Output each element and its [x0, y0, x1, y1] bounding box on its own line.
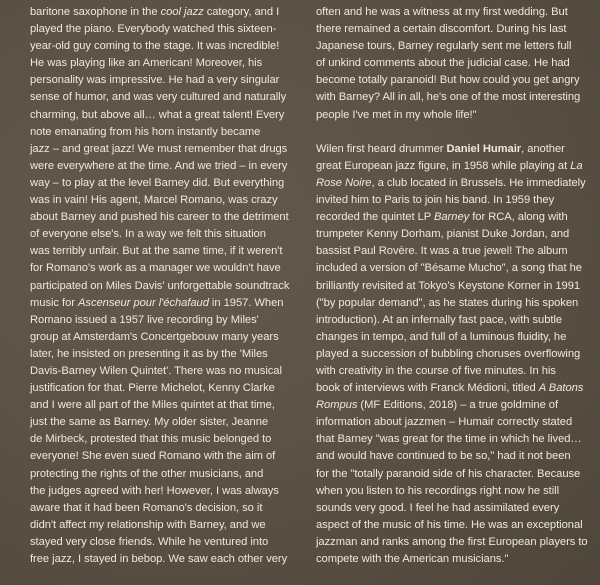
text-run: trumpeter Kenny Dorham, pianist Duke Jordan, and: [316, 228, 570, 241]
text-run: invited him to Paris to join his band. In 1959 they: [316, 194, 555, 207]
text-line: [30, 483, 306, 500]
text-line: [30, 448, 306, 465]
text-run: group at Amsterdam's Concertgebouw many years: [30, 330, 279, 343]
text-line: [30, 192, 306, 209]
text-line: [30, 21, 306, 38]
text-run: played a succession of bubbling choruses overflowing: [316, 347, 581, 360]
text-line: [30, 226, 306, 243]
text-line: [316, 534, 590, 551]
text-run: great European jazz figure, in 1958 while playing at: [316, 159, 571, 172]
text-run: recorded the quintet LP: [316, 211, 435, 224]
text-line: [316, 107, 590, 124]
text-line: [316, 431, 590, 448]
text-line: [316, 295, 590, 312]
text-line: [316, 55, 590, 72]
text-run: music for: [30, 296, 78, 309]
text-line: [30, 363, 306, 380]
text-run: changes in tempo, and full of a luminous fluidity, he: [316, 330, 567, 343]
text-run: note emanating from his horn instantly became: [30, 125, 261, 138]
paragraph-humair: [316, 141, 590, 568]
text-line: [316, 158, 590, 175]
text-run: people I've met in my whole life!": [316, 108, 477, 121]
text-run: justification for that. Pierre Michelot, Kenny Clarke: [30, 382, 275, 395]
text-line: [316, 209, 590, 226]
text-line: [316, 21, 590, 38]
text-line: [316, 414, 590, 431]
right-text-column: [316, 4, 590, 568]
text-run: for RCA, along with: [469, 211, 568, 224]
text-line: [30, 158, 306, 175]
text-run: Japanese tours, Barney regularly sent me letters full: [316, 40, 572, 53]
text-line: [30, 500, 306, 517]
text-line: [316, 226, 590, 243]
text-run: way – to play at the level Barney did. But everything: [30, 176, 285, 189]
text-line: [316, 278, 590, 295]
text-line: [316, 141, 590, 158]
text-line: [30, 55, 306, 72]
text-run: played the piano. Everybody watched this sixteen-: [30, 23, 277, 36]
italic-title: Barney: [434, 211, 470, 224]
text-run: of everyone else's. In a way we felt this situation: [30, 228, 266, 241]
text-line: [30, 295, 306, 312]
text-run: was terribly unfair. But at the same time, if it weren't: [30, 245, 283, 258]
text-line: [30, 260, 306, 277]
text-line: [316, 260, 590, 277]
text-line: [316, 517, 590, 534]
text-run: was in vain! His agent, Marcel Romano, was crazy: [30, 194, 278, 207]
text-run: Wilen first heard drummer: [316, 142, 447, 155]
text-line: [30, 414, 306, 431]
text-run: ("by popular demand", as he states during his spoken: [316, 296, 579, 309]
text-line: [316, 466, 590, 483]
text-run: brilliantly revisited at Tokyo's Keystone Korner in 1991: [316, 279, 581, 292]
text-run: Davis-Barney Wilen Quintet'. There was no musical: [30, 364, 282, 377]
text-run: information about jazzmen – Humair correctly stated: [316, 416, 573, 429]
text-line: [30, 209, 306, 226]
text-line: [316, 363, 590, 380]
text-run: when you listen to his recordings right now he still: [316, 484, 560, 497]
text-line: [30, 38, 306, 55]
text-run: charming, but above all… what a great talent! Every: [30, 108, 285, 121]
text-line: [30, 124, 306, 141]
left-text-column: [30, 4, 306, 568]
text-line: [30, 175, 306, 192]
text-run: year-old guy coming to the stage. It was incredible!: [30, 40, 280, 53]
text-line: [316, 175, 590, 192]
text-line: [30, 466, 306, 483]
text-line: [30, 431, 306, 448]
text-line: [316, 346, 590, 363]
text-line: [316, 192, 590, 209]
text-run: often and he was a witness at my first wedding. But: [316, 6, 568, 18]
text-line: [316, 243, 590, 260]
text-run: jazzman and ranks among the first European players to: [316, 535, 588, 548]
text-run: become totally paranoid! But how could you get angry: [316, 74, 580, 87]
text-line: [30, 551, 306, 568]
text-line: [30, 278, 306, 295]
text-line: [30, 312, 306, 329]
text-line: [316, 72, 590, 89]
text-line: [316, 483, 590, 500]
text-line: [316, 500, 590, 517]
bold-name: Daniel Humair: [446, 142, 522, 155]
text-line: [30, 89, 306, 106]
text-run: He was playing like an American! Moreover, his: [30, 57, 263, 70]
text-line: [316, 89, 590, 106]
italic-title: A Batons: [538, 382, 584, 395]
text-run: about Barney and pushed his career to the detriment: [30, 211, 289, 224]
text-line: [316, 551, 590, 568]
text-line: [30, 397, 306, 414]
text-line: [30, 380, 306, 397]
text-line: [30, 72, 306, 89]
text-run: just the same as Barney. My older sister, Jeanne: [30, 416, 269, 429]
text-run: protecting the rights of the other musicians, and: [30, 467, 264, 480]
paragraph-quote-end: [316, 4, 590, 124]
text-run: the judges agreed with her! However, I was always: [30, 484, 279, 497]
text-run: included a version of "Bésame Mucho", a song that he: [316, 262, 582, 275]
text-run: there remained a certain discomfort. During his last: [316, 23, 567, 36]
italic-title: Rompus: [316, 399, 358, 412]
italic-title: cool jazz: [160, 6, 204, 18]
text-run: compete with the American musicians.": [316, 553, 509, 565]
text-run: sounds very good. I feel he had assimilated every: [316, 501, 560, 514]
text-run: were everywhere at the time. And we tried – in every: [30, 159, 288, 172]
text-line: [316, 380, 590, 397]
text-run: that Barney "was great for the time in which he lived…: [316, 433, 582, 446]
text-line: [316, 4, 590, 21]
text-line: [30, 329, 306, 346]
italic-title: La: [570, 159, 583, 172]
text-line: [30, 517, 306, 534]
text-run: aspect of the music of his time. He was an exceptional: [316, 518, 583, 531]
text-run: sense of humor, and was very cultured and naturally: [30, 91, 287, 104]
paragraph-gap: [316, 124, 590, 141]
text-line: [316, 448, 590, 465]
text-run: later, he insisted on presenting it as by the 'Miles: [30, 347, 268, 360]
text-line: [30, 107, 306, 124]
text-run: participated on Miles Davis' unforgettable soundtrack: [30, 279, 290, 292]
text-run: of unkind comments about the judicial case. He had: [316, 57, 570, 70]
text-run: aware that it had been Romano's decision, so it: [30, 501, 263, 514]
text-run: free jazz, I stayed in bebop. We saw each other very: [30, 553, 288, 565]
text-run: in 1957. When: [208, 296, 284, 309]
text-run: and I were all part of the Miles quintet at that time,: [30, 399, 275, 412]
text-line: [316, 312, 590, 329]
text-run: de Mirbeck, protested that this music belonged to: [30, 433, 272, 446]
text-line: [30, 141, 306, 158]
text-run: (MF Editions, 2018) – a true goldmine of: [357, 399, 559, 412]
text-run: bassist Paul Rovère. It was a true jewel! The album: [316, 245, 568, 258]
text-line: [316, 38, 590, 55]
text-line: [30, 346, 306, 363]
text-run: with creativity in the course of five minutes. In his: [316, 364, 556, 377]
text-line: [30, 243, 306, 260]
text-run: for Romano's work as a manager we wouldn't have: [30, 262, 281, 275]
text-run: book of interviews with Franck Médioni, titled: [316, 382, 539, 395]
text-run: category, and I: [203, 6, 280, 18]
text-line: [30, 534, 306, 551]
text-run: stayed very close friends. While he ventured into: [30, 535, 269, 548]
text-run: jazz – and great jazz! We must remember that drugs: [30, 142, 288, 155]
text-run: and would have continued to be so," had it not been: [316, 450, 571, 463]
text-line: [316, 397, 590, 414]
text-line: [30, 4, 306, 21]
text-line: [316, 329, 590, 346]
text-run: everyone! She even sued Romano with the aim of: [30, 450, 276, 463]
text-run: , another: [521, 142, 565, 155]
italic-title: Rose Noire: [316, 176, 372, 189]
text-run: personality was impressive. He had a very singular: [30, 74, 280, 87]
text-run: introduction). At an infernally fast pace, with subtle: [316, 313, 563, 326]
text-run: baritone saxophone in the: [30, 6, 161, 18]
italic-title: Ascenseur pour l'échafaud: [78, 296, 209, 309]
text-run: Romano issued a 1957 live recording by Miles': [30, 313, 259, 326]
text-run: with Barney? All in all, he's one of the most interesting: [316, 91, 581, 104]
text-run: didn't affect my relationship with Barney, and we: [30, 518, 266, 531]
text-run: for the "totally paranoid side of his character. Because: [316, 467, 581, 480]
text-run: , a club located in Brussels. He immediately: [371, 176, 586, 189]
